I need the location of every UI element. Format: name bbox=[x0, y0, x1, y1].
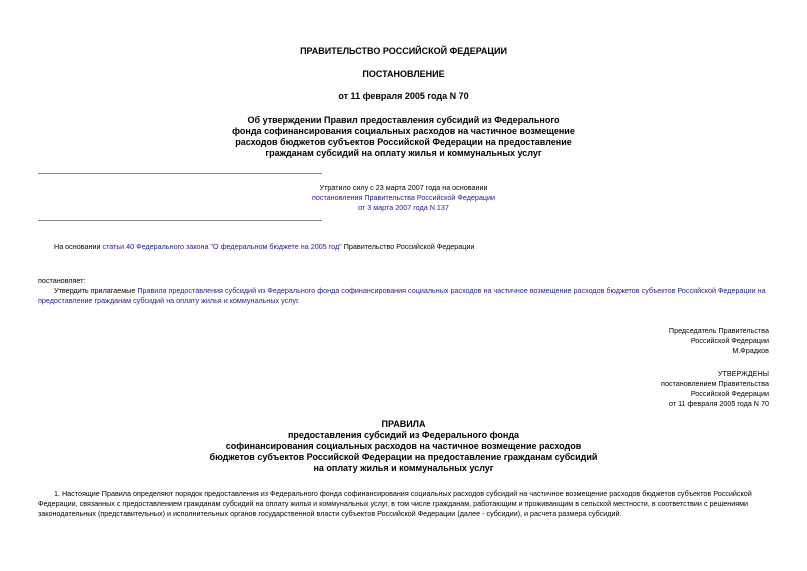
repeal-notice bbox=[0, 183, 807, 213]
document-type: ПОСТАНОВЛЕНИЕ bbox=[362, 69, 445, 79]
repeal-link-line[interactable]: постановления Правительства Российской Федерации bbox=[311, 193, 496, 202]
rules-link-continued[interactable]: предоставление гражданам субсидий на оплату жилья и коммунальных услуг bbox=[38, 296, 298, 305]
divider-top bbox=[38, 173, 322, 174]
government-title: ПРАВИТЕЛЬСТВО РОССИЙСКОЙ ФЕДЕРАЦИИ bbox=[300, 46, 507, 56]
approve-prefix: Утвердить прилагаемые bbox=[54, 286, 138, 295]
approve-paragraph bbox=[38, 286, 770, 306]
approved-block bbox=[469, 369, 769, 409]
document-date: от 11 февраля 2005 года N 70 bbox=[338, 91, 469, 101]
title-line: расходов бюджетов субъектов Российской Федерации на предоставление bbox=[235, 137, 572, 147]
rules-subtitle-line: на оплату жилья и коммунальных услуг bbox=[313, 463, 494, 473]
rules-link[interactable]: Правила предоставления субсидий из Федерального фонда софинансирования социальных расходов на частичное возмещение расходов бюджетов субъектов Российской Федерации на bbox=[137, 286, 766, 295]
title-line: Об утверждении Правил предоставления субсидий из Федерального bbox=[247, 115, 560, 125]
law-article-link[interactable]: статьи 40 Федерального закона "О федеральном бюджете на 2005 год" bbox=[102, 242, 342, 251]
paragraph-line: 1. Настоящие Правила определяют порядок предоставления из Федерального фонда софинансирования социальных расходов субсидий на частичное возмещение расходов бюджетов субъектов Российской bbox=[54, 489, 752, 498]
document-title bbox=[0, 115, 807, 159]
rules-heading: ПРАВИЛА bbox=[381, 419, 426, 429]
approved-label: УТВЕРЖДЕНЫ bbox=[717, 369, 769, 378]
approved-country: Российской Федерации bbox=[690, 389, 769, 398]
basis-prefix: На основании bbox=[54, 242, 103, 251]
approved-date: от 11 февраля 2005 года N 70 bbox=[668, 399, 769, 408]
decree-verb: постановляет: bbox=[38, 276, 86, 285]
title-line: фонда софинансирования социальных расходов на частичное возмещение bbox=[232, 126, 575, 136]
rules-subtitle bbox=[0, 430, 807, 474]
signature-position: Председатель Правительства bbox=[668, 326, 769, 335]
approve-suffix: . bbox=[297, 296, 300, 305]
basis-suffix: Правительство Российской Федерации bbox=[341, 242, 475, 251]
repeal-link[interactable] bbox=[0, 193, 807, 213]
signature-country: Российской Федерации bbox=[690, 336, 769, 345]
rules-subtitle-line: бюджетов субъектов Российской Федерации на предоставление гражданам субсидий bbox=[209, 452, 598, 462]
paragraph-line: законодательных (представительных) и исполнительных органов государственной власти субъектов Российской Федерации (далее - субсидии), и расчета размера субсидий. bbox=[38, 509, 622, 518]
paragraph-line: Федерации, связанных с предоставлением гражданам субсидий на оплату жилья и коммунальных услуг, в том числе гражданам, работающим и проживающим в сельской местности, в соответствии с решениями bbox=[38, 499, 749, 508]
signature-block bbox=[469, 326, 769, 356]
rules-paragraph-1 bbox=[38, 489, 770, 519]
rules-subtitle-line: софинансирования социальных расходов на частичное возмещение расходов bbox=[225, 441, 582, 451]
signature-name: М.Фрадков bbox=[732, 346, 769, 355]
repeal-notice-text: Утратило силу с 23 марта 2007 года на основании bbox=[319, 183, 488, 192]
rules-subtitle-line: предоставления субсидий из Федерального фонда bbox=[287, 430, 520, 440]
approved-by: постановлением Правительства bbox=[661, 379, 769, 388]
divider-bottom bbox=[38, 220, 322, 221]
repeal-link-line[interactable]: от 3 марта 2007 года N 137 bbox=[358, 203, 449, 212]
basis-paragraph bbox=[54, 242, 474, 252]
title-line: гражданам субсидий на оплату жилья и коммунальных услуг bbox=[265, 148, 542, 158]
